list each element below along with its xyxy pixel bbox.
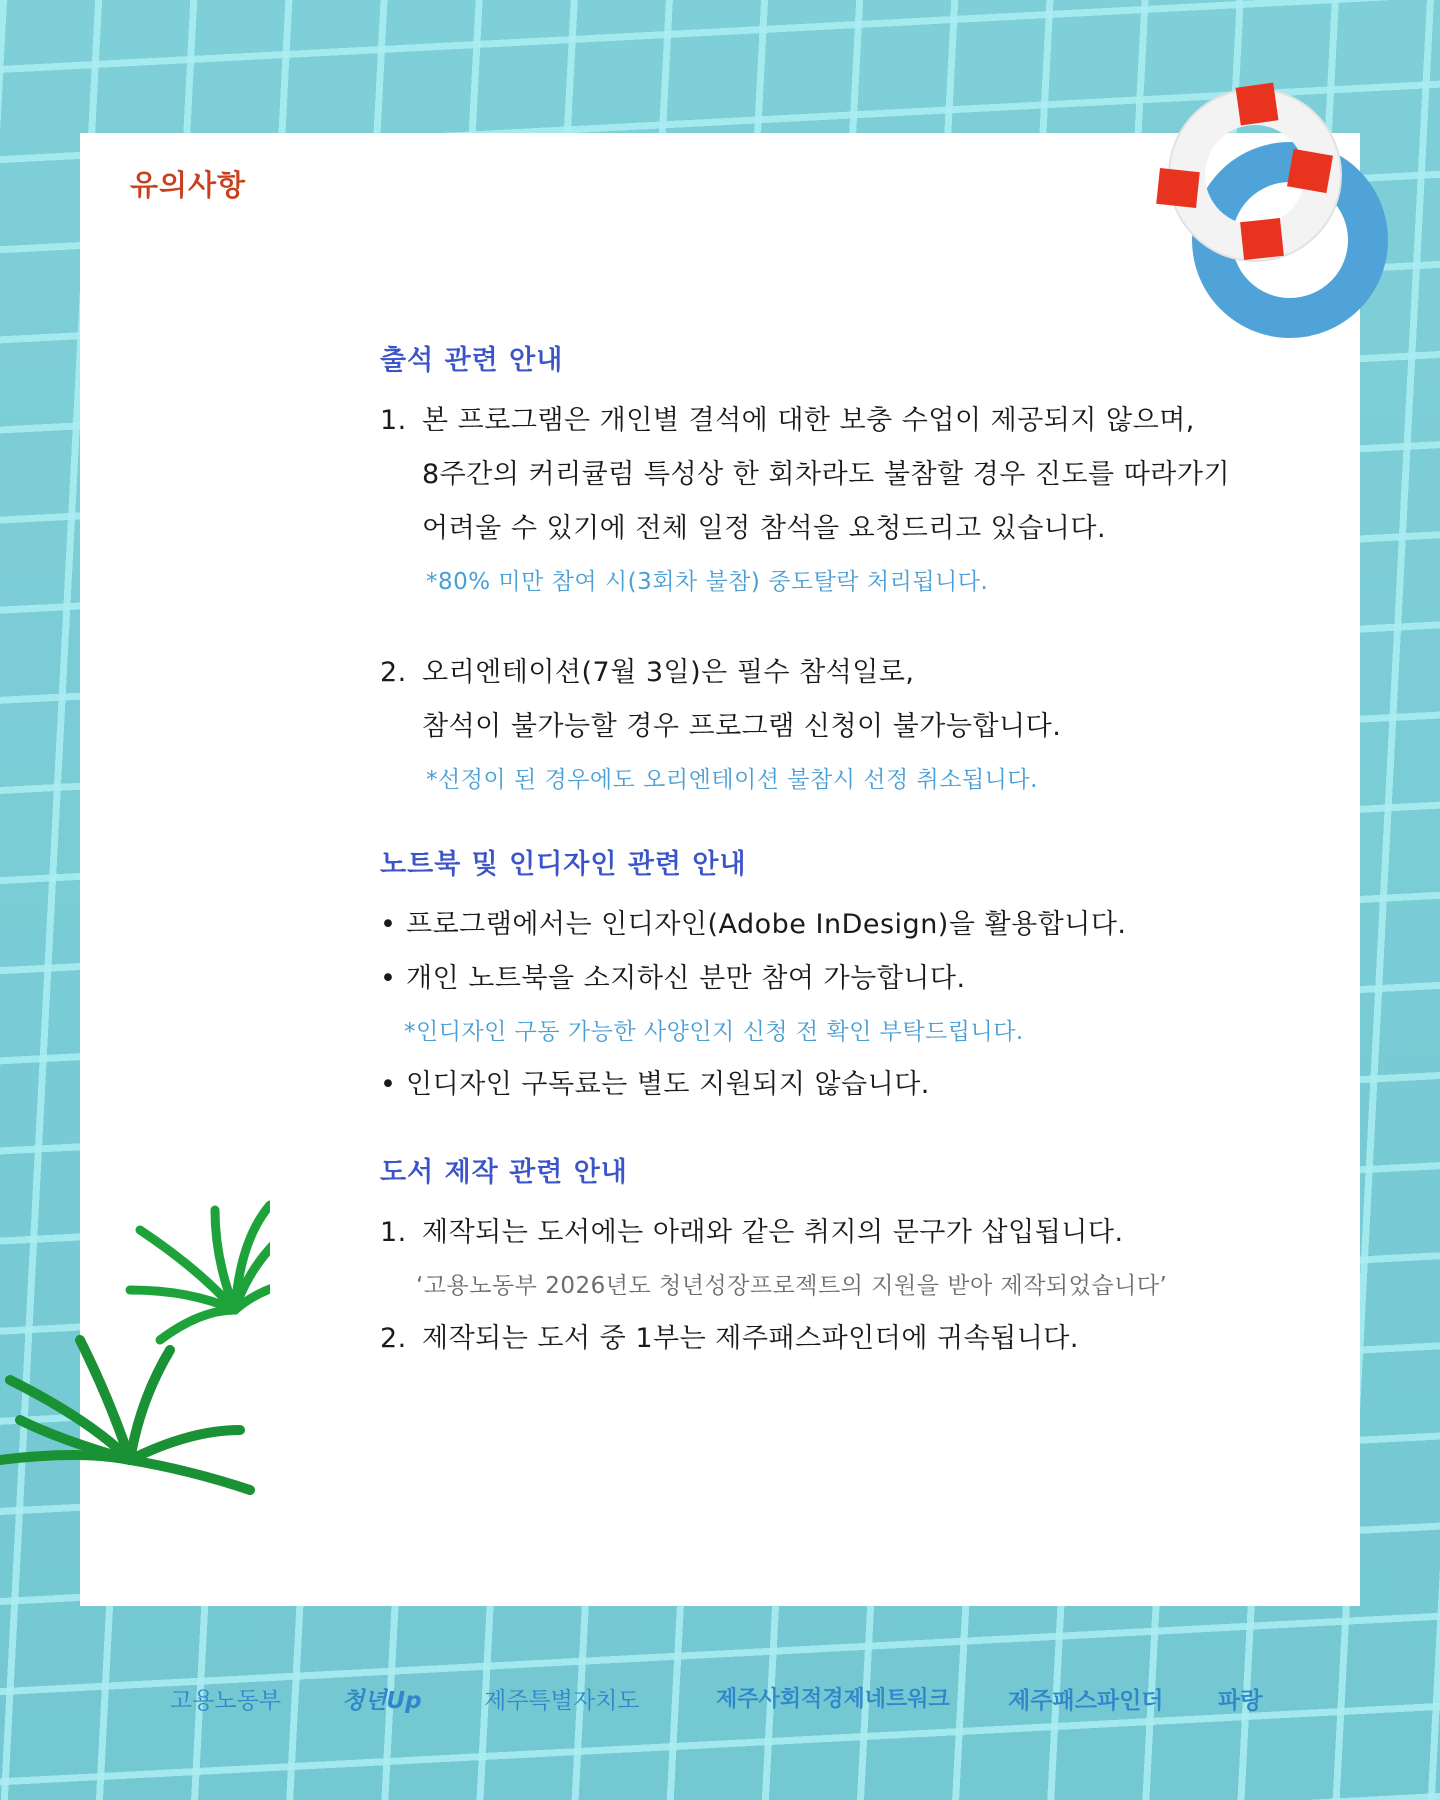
laptop-note: *인디자인 구동 가능한 사양인지 신청 전 확인 부탁드립니다. <box>404 1019 1024 1045</box>
attendance-note-2: *선정이 된 경우에도 오리엔테이션 불참시 선정 취소됩니다. <box>426 767 1038 793</box>
item-line: 참석이 불가능할 경우 프로그램 신청이 불가능합니다. <box>422 711 1062 742</box>
page-title: 유의사항 <box>130 168 247 202</box>
plant-illustration <box>0 1200 270 1500</box>
laptop-bullet-2 <box>380 952 1330 1006</box>
attendance-note-1: *80% 미만 참여 시(3회차 불참) 중도탈락 처리됩니다. <box>426 569 989 595</box>
notice-content <box>380 342 1330 1366</box>
logo-parang: 파랑 <box>1218 1688 1263 1714</box>
laptop-bullet-1 <box>380 898 1330 952</box>
logo-jeju-social-economy: 제주사회적경제네트워크 <box>716 1687 950 1712</box>
section-heading-laptop: 노트북 및 인디자인 관련 안내 <box>380 849 747 880</box>
footer-logos <box>0 1682 1440 1732</box>
logo-youth-up: 청년Up <box>342 1688 422 1714</box>
item-number: 2. <box>380 657 407 688</box>
book-quote: ‘고용노동부 2026년도 청년성장프로젝트의 지원을 받아 제작되었습니다’ <box>416 1273 1168 1299</box>
laptop-bullet-3 <box>380 1058 1330 1112</box>
item-number: 1. <box>380 405 407 436</box>
life-ring-illustration <box>1150 80 1390 340</box>
bullet-dot: • <box>380 963 397 994</box>
attendance-item-1 <box>380 394 1330 608</box>
item-line: 오리엔테이션(7월 3일)은 필수 참석일로, <box>422 657 915 688</box>
item-line: 어려울 수 있기에 전체 일정 참석을 요청드리고 있습니다. <box>422 513 1107 544</box>
item-number: 2. <box>380 1323 407 1354</box>
section-heading-book: 도서 제작 관련 안내 <box>380 1157 628 1188</box>
item-line: 제작되는 도서 중 1부는 제주패스파인더에 귀속됩니다. <box>422 1323 1079 1354</box>
bullet-dot: • <box>380 909 397 940</box>
logo-moel: 고용노동부 <box>170 1688 282 1714</box>
item-line: 8주간의 커리큘럼 특성상 한 회차라도 불참할 경우 진도를 따라가기 <box>422 459 1231 490</box>
item-line: 제작되는 도서에는 아래와 같은 취지의 문구가 삽입됩니다. <box>422 1217 1124 1248</box>
bullet-text: 인디자인 구독료는 별도 지원되지 않습니다. <box>406 1069 930 1100</box>
item-line: 본 프로그램은 개인별 결석에 대한 보충 수업이 제공되지 않으며, <box>422 405 1195 436</box>
attendance-item-2 <box>380 646 1330 806</box>
item-number: 1. <box>380 1217 407 1248</box>
logo-jeju-pathfinder: 제주패스파인더 <box>1008 1688 1164 1714</box>
logo-jeju-province: 제주특별자치도 <box>484 1688 640 1714</box>
book-item-2 <box>380 1312 1330 1366</box>
bullet-dot: • <box>380 1069 397 1100</box>
book-item-1 <box>380 1206 1330 1260</box>
bullet-text: 프로그램에서는 인디자인(Adobe InDesign)을 활용합니다. <box>406 909 1127 940</box>
bullet-text: 개인 노트북을 소지하신 분만 참여 가능합니다. <box>406 963 966 994</box>
section-heading-attendance: 출석 관련 안내 <box>380 345 564 376</box>
